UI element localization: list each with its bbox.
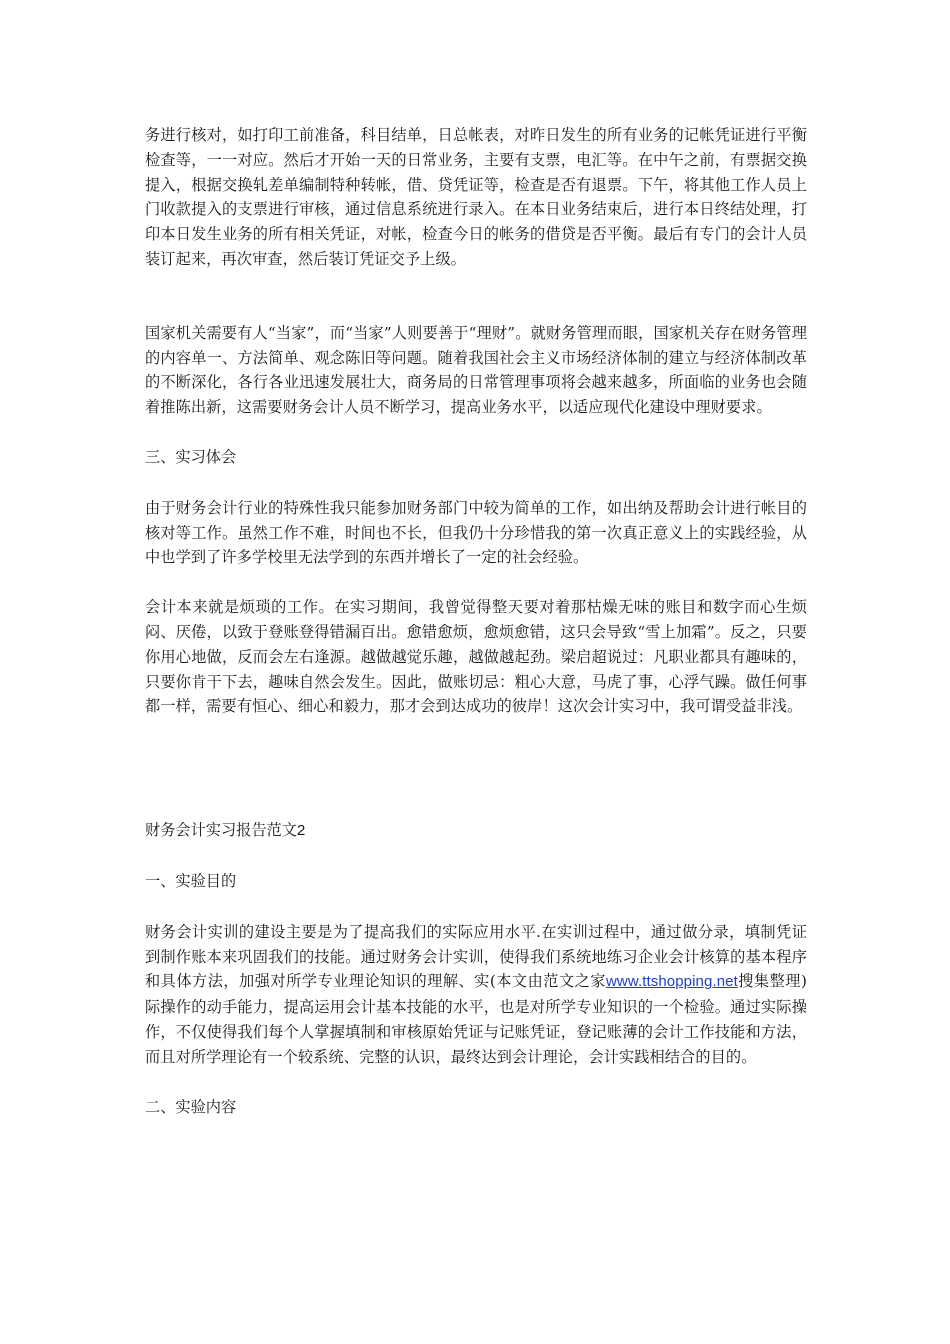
- spacer: [145, 420, 807, 445]
- section-heading-experiment-purpose: 一、实验目的: [145, 871, 237, 890]
- paragraph-daily-process: 务进行核对，如打印工前准备，科目结单，日总帐表，对昨日发生的所有业务的记帐凭证进行平衡检查等，一一对应。然后才开始一天的日常业务，主要有支票，电汇等。在中午之前，有票据交换提入，根据交换轧差单编制特种转帐，借、贷凭证等，检查是否有退票。下午，将其他工作人员上门收款提入的支票进行审核，通过信息系统进行录入。在本日业务结束后，进行本日终结处理，打印本日发生业务的所有相关凭证，对帐，检查今日的帐务的借贷是否平衡。最后有专门的会计人员装订起来，再次审查，然后装订凭证交予上级。: [145, 126, 807, 268]
- section-heading-internship-experience: 三、实习体会: [145, 447, 237, 466]
- report-title-text: 财务会计实习报告范文: [145, 821, 297, 840]
- spacer: [145, 570, 807, 595]
- paragraph-experiment-purpose: [145, 920, 807, 1070]
- paragraph-financial-management: 国家机关需要有人“当家”，而“当家”人则要善于“理财”。就财务管理而眼，国家机关存在财务管理的内容单一、方法简单、观念陈旧等问题。随着我国社会主义市场经济体制的建立与经济体制改革的不断深化，各行各业迅速发展壮大，商务局的日常管理事项将会越来越多，所面临的业务也会随着推陈出新，这需要财务会计人员不断学习，提高业务水平，以适应现代化建设中理财要求。: [145, 323, 807, 417]
- report-title-2: [145, 818, 807, 844]
- website-link[interactable]: www.ttshopping.net: [605, 973, 738, 991]
- spacer: [145, 844, 807, 869]
- spacer: [145, 719, 807, 818]
- paragraph-tedious-work: 会计本来就是烦琐的工作。在实习期间，我曾觉得整天要对着那枯燥无味的账目和数字而心生烦闷、厌倦，以致于登账登得错漏百出。愈错愈烦，愈烦愈错，这只会导致“雪上加霜”。反之，只要你用心地做，反而会左右逢源。越做越觉乐趣，越做越起劲。梁启超说过：凡职业都具有趣味的，只要你肯干下去，趣味自然会发生。因此，做账切忌：粗心大意，马虎了事，心浮气躁。做任何事都一样，需要有恒心、细心和毅力，那才会到达成功的彼岸！这次会计实习中，我可谓受益非浅。: [145, 598, 807, 716]
- paragraph-text: 财务会计实训的建设主要是为了提高我们的实际应用水平.在实训过程中，通过做分录，填制凭证到制作账本来巩固我们的技能。通过财务会计实训，使得我们系统地练习企业会计核算的基本程序和具体方法，加强对所学专业理论知识的理解、实(本文由范文之家: [145, 922, 807, 991]
- spacer: [145, 894, 807, 920]
- spacer: [145, 470, 807, 496]
- section-heading-experiment-content: 二、实验内容: [145, 1097, 237, 1116]
- paragraph-special-industry: 由于财务会计行业的特殊性我只能参加财务部门中较为简单的工作，如出纳及帮助会计进行帐目的核对等工作。虽然工作不难，时间也不长，但我仍十分珍惜我的第一次真正意义上的实践经验，从中也学到了许多学校里无法学到的东西并增长了一定的社会经验。: [145, 498, 807, 567]
- report-title-number: 2: [296, 822, 306, 840]
- paragraph-text: 搜集整理)际操作的动手能力，提高运用会计基本技能的水平，也是对所学专业知识的一个检验。通过实际操作，不仅使得我们每个人掌握填制和审核原始凭证与记账凭证，登记账薄的会计工作技能和方法，而且对所学理论有一个较系统、完整的认识，最终达到会计理论，会计实践相结合的目的。: [145, 972, 807, 1066]
- spacer: [145, 1070, 807, 1095]
- document-page: [145, 123, 807, 1119]
- spacer: [145, 272, 807, 321]
